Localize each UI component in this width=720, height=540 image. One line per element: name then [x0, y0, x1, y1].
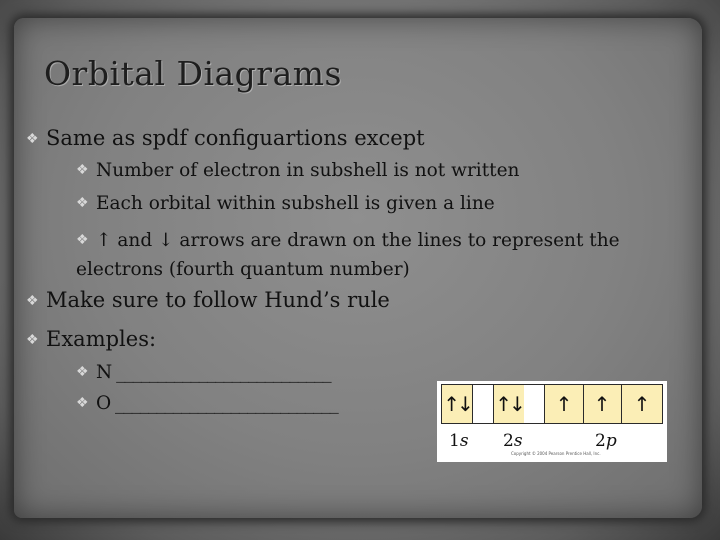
- bullet-item-2: [26, 288, 390, 312]
- bullet-item-1: [26, 126, 425, 150]
- electron-arrows: ↑: [593, 392, 611, 416]
- bullet-text: Each orbital within subshell is given a line: [96, 193, 495, 214]
- bullet-icon: ❖: [26, 293, 39, 309]
- bullet-icon: ❖: [76, 364, 88, 380]
- bullet-item-3: [26, 327, 156, 351]
- label-1s: 1s: [449, 431, 469, 451]
- bullet-icon: ❖: [26, 332, 39, 348]
- orbital-box-1s: [442, 385, 473, 423]
- bullet-icon: ❖: [76, 162, 89, 178]
- orbital-gap: [473, 385, 493, 423]
- bullet-icon: ❖: [76, 395, 88, 411]
- label-2s: 2s: [503, 431, 523, 451]
- orbital-box-2s: [493, 385, 525, 423]
- bullet-text: ↑ and ↓ arrows are drawn on the lines to represent the electrons (fourth quantum number): [76, 230, 620, 280]
- electron-arrows: ↑: [633, 392, 651, 416]
- sub-bullet-1: [76, 160, 519, 181]
- sub-bullet-3: [76, 226, 676, 284]
- orbital-gap: [524, 385, 544, 423]
- sub-bullet-2: [76, 193, 495, 214]
- copyright-text: Copyright © 2004 Pearson Prentice Hall, Inc.: [511, 451, 601, 456]
- bullet-icon: ❖: [26, 131, 39, 147]
- orbital-diagram-image: [437, 381, 667, 462]
- orbital-box-2p-2: [583, 385, 622, 423]
- example-n: [76, 362, 331, 383]
- bullet-text: Make sure to follow Hund’s rule: [46, 288, 390, 312]
- label-2p: 2p: [595, 431, 617, 451]
- orbital-boxes: [441, 384, 663, 424]
- orbital-box-2p-3: [622, 385, 662, 423]
- electron-arrows: ↑: [555, 392, 573, 416]
- slide-title: Orbital Diagrams: [44, 54, 342, 93]
- orbital-box-2p-1: [544, 385, 584, 423]
- bullet-icon: ❖: [76, 195, 89, 211]
- bullet-text: Same as spdf configuartions except: [46, 126, 425, 150]
- bullet-text: Number of electron in subshell is not written: [96, 160, 520, 181]
- bullet-text: Examples:: [46, 327, 157, 351]
- electron-arrows: ↑↓: [443, 392, 471, 416]
- example-o: [76, 393, 338, 414]
- bullet-icon: ❖: [76, 232, 89, 248]
- example-text: O ___________________________: [96, 393, 338, 414]
- example-text: N __________________________: [96, 362, 331, 383]
- electron-arrows: ↑↓: [495, 392, 523, 416]
